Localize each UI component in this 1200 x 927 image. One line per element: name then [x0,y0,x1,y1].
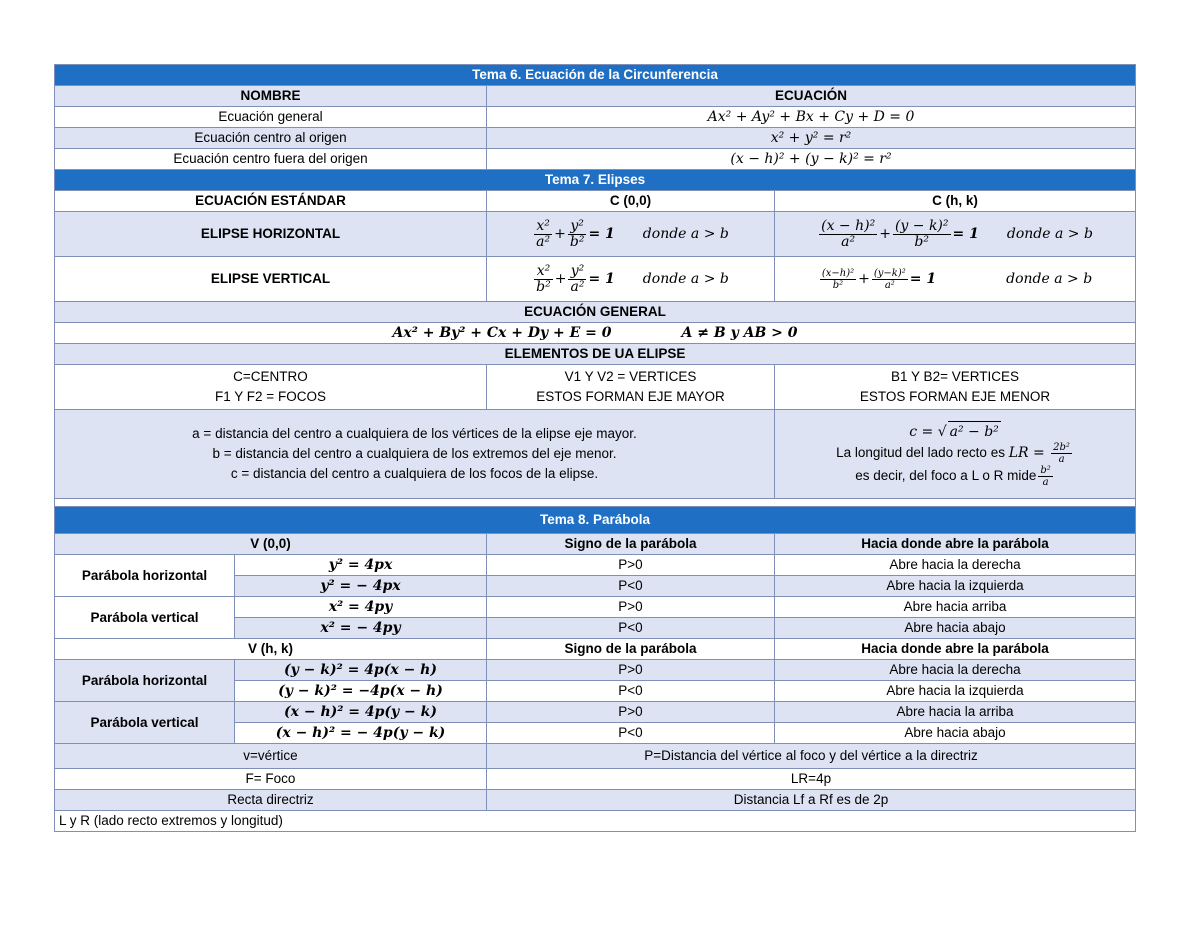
elementos-eje-mayor: V1 Y V2 = VERTICES ESTOS FORMAN EJE MAYOR [487,365,775,410]
circ-equation: (x − h)² + (y − k)² = r² [487,149,1136,170]
circ-equation: Ax² + Ay² + Bx + Cy + D = 0 [487,107,1136,128]
parabola-equation: x² = 4py [235,597,487,618]
parabola-sign: P<0 [487,723,775,744]
tema8-title: Tema 8. Parábola [55,507,1136,534]
elipse-c-lr-formulas: c = √ a² − b² La longitud del lado recto es LR = $\frac{\text{2b²}}{a}$ es decir, del foco a L o R mide $\frac{\text{b²}}{a}$ [775,410,1136,499]
parabola-vertical-label: Parábola vertical [55,597,235,639]
elementos-centro-focos: C=CENTRO F1 Y F2 = FOCOS [55,365,487,410]
col-signo-header: Signo de la parábola [487,639,775,660]
lr-definition: LR=4p [487,769,1136,790]
parabola-equation: y² = − 4px [235,576,487,597]
parabola-equation: (x − h)² = − 4p(y − k) [235,723,487,744]
parabola-sign: P<0 [487,618,775,639]
vhk-header: V (h, k) [55,639,487,660]
circ-name: Ecuación centro fuera del origen [55,149,487,170]
parabola-opening: Abre hacia la izquierda [775,681,1136,702]
foco-definition: F= Foco [55,769,487,790]
col-abre-header: Hacia donde abre la parábola [775,639,1136,660]
lado-recto-note: L y R (lado recto extremos y longitud) [55,811,1136,832]
parabola-opening: Abre hacia abajo [775,723,1136,744]
elipse-vertical-c00-equation: $\frac{\text{x²}}{\text{b²}}$ + $\frac{\text{y²}}{\text{a²}}$ = 1 donde a > b [487,257,775,302]
parabola-opening: Abre hacia la derecha [775,555,1136,576]
elipse-vertical-label: ELIPSE VERTICAL [55,257,487,302]
parabola-sign: P>0 [487,597,775,618]
elementos-eje-menor: B1 Y B2= VERTICES ESTOS FORMAN EJE MENOR [775,365,1136,410]
col-abre-header: Hacia donde abre la parábola [775,534,1136,555]
parabola-sign: P<0 [487,681,775,702]
parabola-opening: Abre hacia la izquierda [775,576,1136,597]
v00-header: V (0,0) [55,534,487,555]
col-ecuacion-header: ECUACIÓN [487,86,1136,107]
parabola-equation: x² = − 4py [235,618,487,639]
parabola-opening: Abre hacia la derecha [775,660,1136,681]
parabola-opening: Abre hacia la arriba [775,702,1136,723]
parabola-sign: P>0 [487,555,775,576]
ecuacion-general-title: ECUACIÓN GENERAL [55,302,1136,323]
parabola-equation: (x − h)² = 4p(y − k) [235,702,487,723]
tema6-title: Tema 6. Ecuación de la Circunferencia [55,65,1136,86]
distancia-lf-rf: Distancia Lf a Rf es de 2p [487,790,1136,811]
circ-name: Ecuación general [55,107,487,128]
parabola-opening: Abre hacia arriba [775,597,1136,618]
parabola-sign: P<0 [487,576,775,597]
circ-equation: x² + y² = r² [487,128,1136,149]
p-definition: P=Distancia del vértice al foco y del vértice a la directriz [487,744,1136,769]
formula-sheet-table [54,64,1136,832]
parabola-equation: (y − k)² = 4p(x − h) [235,660,487,681]
elipse-horizontal-c00-equation: $\frac{\text{x²}}{\text{a²}}$ + $\frac{\text{y²}}{\text{b²}}$ = 1 donde a > b [487,212,775,257]
parabola-vertical-label: Parábola vertical [55,702,235,744]
elementos-title: ELEMENTOS DE UA ELIPSE [55,344,1136,365]
parabola-horizontal-label: Parábola horizontal [55,660,235,702]
parabola-sign: P>0 [487,702,775,723]
parabola-equation: (y − k)² = −4p(x − h) [235,681,487,702]
ecuacion-general-formula: Ax² + By² + Cx + Dy + E = 0 A ≠ B y AB > 0 [55,323,1136,344]
elipse-horizontal-chk-equation: $\frac{\text{(x − h)²}}{\text{a²}}$ + $\frac{\text{(y − k)²}}{\text{b²}}$ = 1 donde a > b [775,212,1136,257]
col-chk-header: C (h, k) [775,191,1136,212]
col-signo-header: Signo de la parábola [487,534,775,555]
parabola-sign: P>0 [487,660,775,681]
vertice-definition: v=vértice [55,744,487,769]
spacer-row [55,499,1136,507]
col-c00-header: C (0,0) [487,191,775,212]
elipse-horizontal-label: ELIPSE HORIZONTAL [55,212,487,257]
parabola-equation: y² = 4px [235,555,487,576]
elipse-definitions: a = distancia del centro a cualquiera de los vértices de la elipse eje mayor. b = distancia del centro a cualquiera de los extremos del eje menor. c = distancia del centro a cualquiera de los focos de la elipse. [55,410,775,499]
tema7-title: Tema 7. Elipses [55,170,1136,191]
col-nombre-header: NOMBRE [55,86,487,107]
parabola-opening: Abre hacia abajo [775,618,1136,639]
col-estandar-header: ECUACIÓN ESTÁNDAR [55,191,487,212]
recta-directriz: Recta directriz [55,790,487,811]
elipse-vertical-chk-equation: $\frac{\text{(x−h)²}}{\text{b²}}$ + $\frac{\text{(y−k)²}}{\text{a²}}$ = 1 donde a > b [775,257,1136,302]
circ-name: Ecuación centro al origen [55,128,487,149]
parabola-horizontal-label: Parábola horizontal [55,555,235,597]
